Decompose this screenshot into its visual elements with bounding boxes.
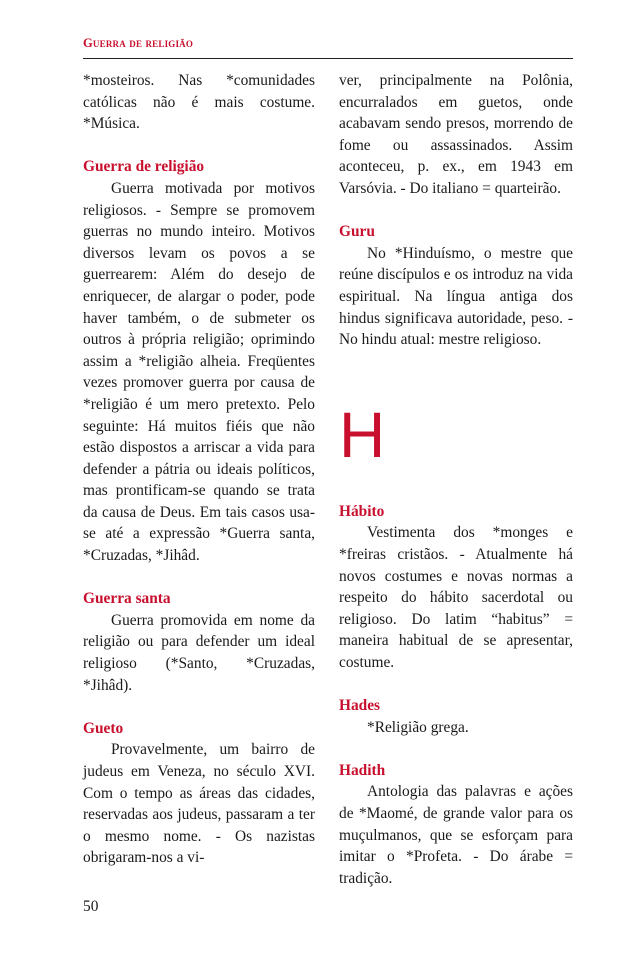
entry-body: Guerra promovida em nome da religião ou para defender um ideal religioso (*Santo, *Cruzadas, *Jihâd). [83, 611, 315, 694]
entry-title: Hades [339, 697, 381, 715]
header-rule [83, 58, 573, 59]
section-letter: H [339, 398, 386, 471]
entry-title: Guerra de religião [83, 158, 205, 176]
entry-body: Guerra motivada por motivos religiosos. - Sempre se promovem guerras no mundo inteiro. Motivos diversos levam os povos a se guerrearem: Além do desejo de enriquecer, de alargar o poder, pode haver também, o de submeter os outros à própria religião; oprimindo assim a *religião alheia. Freqüentes vezes promover guerra por causa de *religião é um mero pretexto. Pelo seguinte: Há muitos fiéis que não estão dispostos a arriscar a vida para defender a pátria ou ideais políticos, mas prontificam-se quando se trata da causa de Deus. Em tais casos usa-se até a expressão *Guerra santa, *Cruzadas, *Jihâd. [83, 179, 315, 565]
entry-title: Guru [339, 223, 375, 241]
running-head: Guerra de religião [83, 36, 194, 50]
entry-title: Gueto [83, 719, 124, 737]
entry-title: Guerra santa [83, 590, 171, 608]
page-number: 50 [83, 898, 99, 915]
entry-body: No *Hinduísmo, o mestre que reúne discípulos e os introduz na vida espiritual. Na língua antiga dos hindus significava autoridade, peso. - No hindu atual: mestre religioso. [339, 244, 573, 349]
entry-title: Hadith [339, 761, 386, 779]
entry-body: *Religião grega. [367, 718, 469, 736]
entry-body: Vestimenta dos *monges e *freiras cristãos. - Atualmente há novos costumes e novas normas a respeito do hábito sacerdotal ou religioso. Do latim “habitus” = maneira habitual de se apresentar, costume. [339, 524, 573, 671]
entry-body: Antologia das palavras e ações de *Maomé, de grande valor para os muçulmanos, que se esforçam para imitar o *Profeta. - Do árabe = tradição. [339, 783, 573, 887]
continuation-text: *mosteiros. Nas *comunidades católicas não é mais costume. *Música. [83, 72, 315, 133]
entry-title: Hábito [339, 502, 385, 520]
entry-body: Provavelmente, um bairro de judeus em Veneza, no século XVI. Com o tempo as áreas das cidades, reservadas aos judeus, passaram a ter o mesmo nome. - Os nazistas obrigaram-nos a vi- [83, 741, 315, 867]
right-column [339, 70, 573, 889]
left-column [83, 70, 315, 869]
continuation-text: ver, principalmente na Polônia, encurralados em guetos, onde acabavam sendo presos, morrendo de fome ou assassinados. Assim aconteceu, p. ex., em 1943 em Varsóvia. - Do italiano = quarteirão. [339, 72, 573, 197]
